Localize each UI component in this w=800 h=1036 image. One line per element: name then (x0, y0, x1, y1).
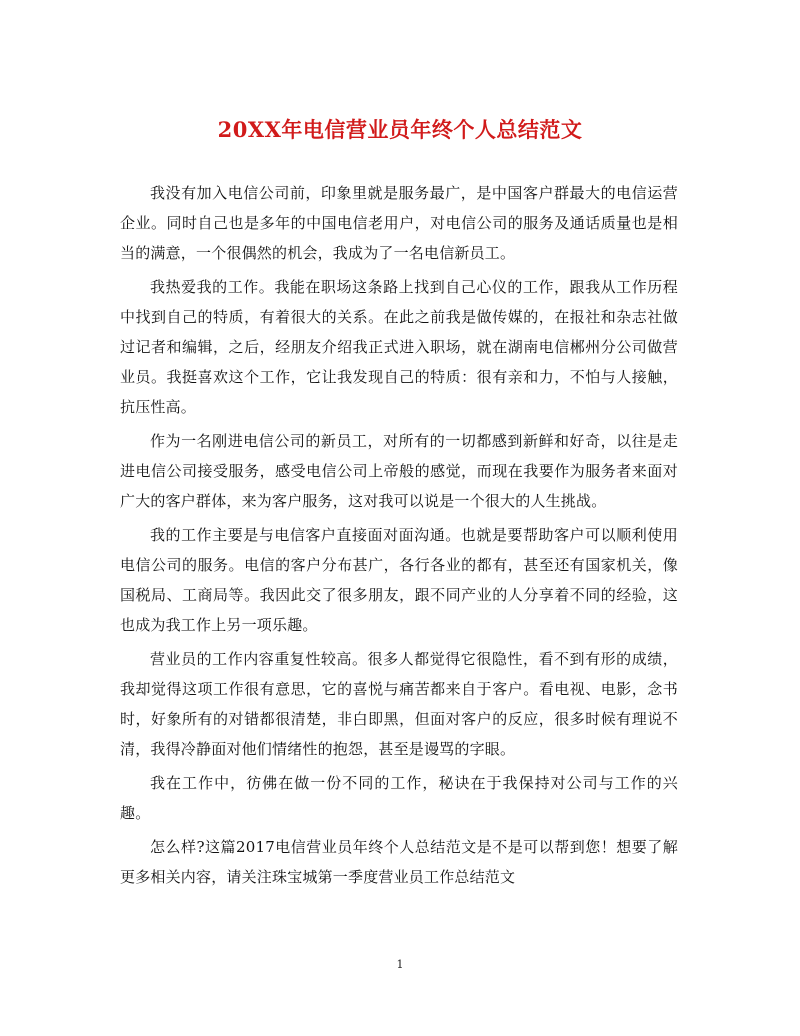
paragraph-6: 我在工作中，彷佛在做一份不同的工作，秘诀在于我保持对公司与工作的兴趣。 (120, 774, 678, 822)
paragraph-2: 我热爱我的工作。我能在职场这条路上找到自己心仪的工作，跟我从工作历程中找到自己的特质，有着很大的关系。在此之前我是做传媒的，在报社和杂志社做过记者和编辑，之后，经朋友介绍我正式进入职场，就在湖南电信郴州分公司做营业员。我挺喜欢这个工作，它让我发现自己的特质：很有亲和力，不怕与人接触，抗压性高。 (120, 278, 678, 416)
paragraph-1: 我没有加入电信公司前，印象里就是服务最广，是中国客户群最大的电信运营企业。同时自己也是多年的中国电信老用户，对电信公司的服务及通话质量也是相当的满意，一个很偶然的机会，我成为了一名电信新员工。 (120, 184, 678, 262)
paragraph-5: 营业员的工作内容重复性较高。很多人都觉得它很隐性，看不到有形的成绩，我却觉得这项工作很有意思，它的喜悦与痛苦都来自于客户。看电视、电影，念书时，好象所有的对错都很清楚，非白即黑，但面对客户的反应，很多时候有理说不清，我得冷静面对他们情绪性的抱怨，甚至是谩骂的字眼。 (120, 650, 678, 758)
page-number: 1 (396, 958, 404, 971)
paragraph-7: 怎么样?这篇2017电信营业员年终个人总结范文是不是可以帮到您！想要了解更多相关内容，请关注珠宝城第一季度营业员工作总结范文 (120, 838, 678, 886)
document-title: 20XX年电信营业员年终个人总结范文 (217, 117, 583, 142)
paragraph-4: 我的工作主要是与电信客户直接面对面沟通。也就是要帮助客户可以顺利使用电信公司的服务。电信的客户分布甚广，各行各业的都有，甚至还有国家机关，像国税局、工商局等。我因此交了很多朋友，跟不同产业的人分享着不同的经验，这也成为我工作上另一项乐趣。 (120, 526, 678, 634)
paragraph-3: 作为一名刚进电信公司的新员工，对所有的一切都感到新鲜和好奇，以往是走进电信公司接受服务，感受电信公司上帝般的感觉，而现在我要作为服务者来面对广大的客户群体，来为客户服务，这对我可以说是一个很大的人生挑战。 (120, 432, 678, 510)
document-body (120, 178, 678, 896)
